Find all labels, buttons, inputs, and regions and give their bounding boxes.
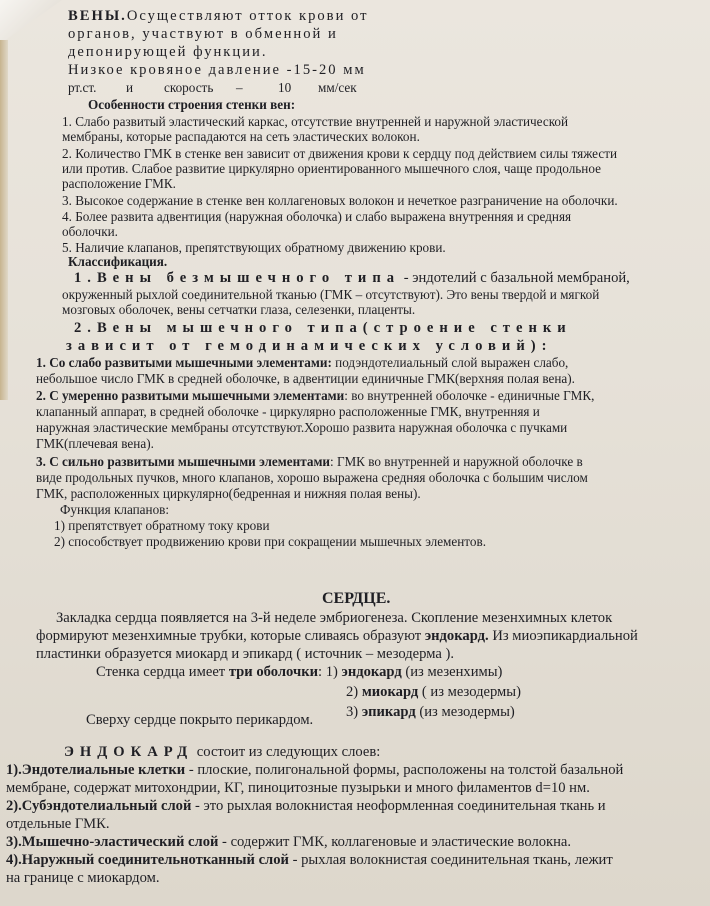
and-text: и [126, 80, 134, 95]
speed-value: 10 [278, 80, 292, 95]
heart-para-2-a: формируют мезенхимные трубки, которые сливаясь образуют [36, 628, 425, 644]
class-2-2-cont3: ГМК(плечевая вена). [36, 436, 154, 451]
layer-4-bold: 4).Наружный соединительнотканный слой [6, 852, 289, 868]
layer-1-rest: - плоские, полигональной формы, расположены на толстой базальной [185, 762, 624, 778]
dash-text: – [236, 80, 243, 95]
myocard-num: 2) [346, 684, 362, 700]
class-2-1-bold: 1. Со слабо развитыми мышечными элементами: [36, 355, 332, 370]
feature-2-cont: или против. Слабое развитие циркулярно ориентированного мышечного слоя, чаще продольное [62, 161, 601, 176]
endocard-layer-3 [6, 834, 571, 851]
layer-2-bold: 2).Субэндотелиальный слой [6, 798, 192, 814]
veins-line-1 [68, 8, 369, 25]
class-2-2-cont2: наружная эластические мембраны отсутствуют.Хорошо развита наружная оболочка с пучками [36, 420, 568, 435]
layer-1-bold: 1).Эндотелиальные клетки [6, 762, 186, 778]
speed-text: скорость [164, 80, 214, 95]
layer-4-rest: - рыхлая волокнистая соединительная ткань, лежит [288, 852, 613, 868]
valve-function-1: 1) препятствует обратному току крови [54, 518, 270, 533]
class-1-title: 1.Вены безмышечного типа [74, 270, 401, 286]
layer-2-rest: - это рыхлая волокнистая неоформленная соединительная ткань и [191, 798, 606, 814]
class-2-3-bold: 3. С сильно развитыми мышечными элементами [36, 454, 331, 469]
class-1-cont2: мозговых оболочек, вены сетчатки глаза, селезенки, плаценты. [62, 302, 416, 317]
layer-3-rest: - содержит ГМК, коллагеновые и эластические волокна. [218, 834, 572, 850]
class-2-1-rest: подэндотелиальный слой выражен слабо, [331, 355, 569, 370]
class-2-2 [36, 388, 594, 403]
endocard-layer-1 [6, 762, 623, 779]
unit-text: рт.ст. [68, 80, 97, 95]
veins-line-4: Низкое кровяное давление -15-20 мм [68, 62, 366, 78]
class-2-3 [36, 454, 583, 469]
class-2-title-cont: зависит от гемодинамических условий): [66, 338, 553, 354]
veins-heading: ВЕНЫ. [68, 8, 127, 24]
heart-myocard-line [346, 684, 521, 701]
endocard-layer-4 [6, 852, 613, 869]
veins-text: Осуществляют отток крови от [126, 8, 369, 24]
endocard-layer-2-cont: отдельные ГМК. [6, 816, 110, 832]
feature-3: 3. Высокое содержание в стенке вен коллагеновых волокон и нечеткое разграничение на оболочки. [62, 193, 618, 208]
heart-para-1: Закладка сердца появляется на 3-й неделе эмбриогенеза. Скопление мезенхимных клеток [56, 610, 613, 626]
class-2-1-cont: небольшое число ГМК в средней оболочке, в адвентиции единичные ГМК(верхняя полая вена). [36, 371, 575, 386]
heart-title: СЕРДЦЕ. [322, 590, 391, 607]
endocard-layer-4-cont: на границе с миокардом. [6, 870, 160, 886]
heart-para-3: пластинки образуется миокард и эпикард ( источник – мезодерма ). [36, 646, 454, 662]
features-title: Особенности строения стенки вен: [88, 97, 296, 112]
myocard-term: миокард [361, 684, 419, 700]
heart-para-2 [36, 628, 638, 645]
wall-endocard: эндокард [341, 664, 402, 680]
class-2-3-cont2: ГМК, расположенных циркулярно(бедренная и нижняя полая вены). [36, 486, 421, 501]
page-corner [0, 0, 62, 44]
class-1-rest: - эндотелий с базальной мембраной, [400, 270, 630, 286]
heart-endocard-term: эндокард. [424, 628, 489, 644]
heart-para-2-c: Из миоэпикардиальной [488, 628, 638, 644]
class-2-2-bold: 2. С умеренно развитыми мышечными элементами [36, 388, 345, 403]
class-1-cont: окруженный рыхлой соединительной тканью (ГМК – отсутствуют). Это вены твердой и мягкой [62, 287, 600, 302]
valves-title: Функция клапанов: [60, 502, 170, 517]
wall-text-a: Стенка сердца имеет [96, 664, 229, 680]
endocard-title-line [64, 744, 380, 761]
classification-title: Классификация. [68, 254, 168, 269]
endocard-title-rest: состоит из следующих слоев: [193, 744, 381, 760]
feature-4: 4. Более развита адвентиция (наружная оболочка) и слабо выражена внутренняя и средняя [62, 209, 572, 224]
endocard-title: ЭНДОКАРД [64, 744, 194, 760]
layer-3-bold: 3).Мышечно-эластический слой [6, 834, 219, 850]
endocard-layer-1-cont: мембране, содержат митохондрии, КГ, пиноцитозные пузырьки и много филаментов d=10 нм. [6, 780, 590, 796]
epicard-origin: (из мезодермы) [415, 704, 515, 720]
feature-1: 1. Слабо развитый эластический каркас, отсутствие внутренней и наружной эластической [62, 114, 569, 129]
wall-three-layers: три оболочки [228, 664, 319, 680]
endocard-layer-2 [6, 798, 606, 815]
page-edge [0, 40, 8, 400]
pericard-line: Сверху сердце покрыто перикардом. [86, 712, 314, 728]
wall-text-c: : 1) [318, 664, 342, 680]
feature-5: 5. Наличие клапанов, препятствующих обратному движению крови. [62, 240, 446, 255]
class-2-1 [36, 355, 568, 370]
heart-epicard-line [346, 704, 515, 721]
epicard-num: 3) [346, 704, 362, 720]
wall-endocard-origin: (из мезенхимы) [401, 664, 503, 680]
feature-2-cont2: расположение ГМК. [62, 176, 176, 191]
class-2-2-cont: клапанный аппарат, в средней оболочке - циркулярно расположенные ГМК, внутренняя и [36, 404, 540, 419]
class-2-3-cont: виде продольных пучков, много клапанов, хорошо выражена средняя оболочка с большим числом [36, 470, 588, 485]
myocard-origin: ( из мезодермы) [418, 684, 521, 700]
feature-4-cont: оболочки. [62, 224, 118, 239]
veins-line-2: органов, участвуют в обменной и [68, 26, 338, 42]
heart-wall-line [96, 664, 502, 681]
class-2-2-rest: : во внутренней оболочке - единичные ГМК, [344, 388, 595, 403]
class-2-title: 2.Вены мышечного типа(строение стенки [74, 320, 572, 336]
feature-2: 2. Количество ГМК в стенке вен зависит от движения крови к сердцу под действием силы тяжести [62, 146, 618, 161]
class-1-line [74, 270, 630, 287]
epicard-term: эпикард [361, 704, 416, 720]
class-2-3-rest: : ГМК во внутренней и наружной оболочке в [330, 454, 583, 469]
feature-1-cont: мембраны, которые распадаются на сеть эластических волокон. [62, 129, 420, 144]
valve-function-2: 2) способствует продвижению крови при сокращении мышечных элементов. [54, 534, 487, 549]
speed-unit: мм/сек [318, 80, 357, 95]
veins-line-3: депонирующей функции. [68, 44, 268, 60]
